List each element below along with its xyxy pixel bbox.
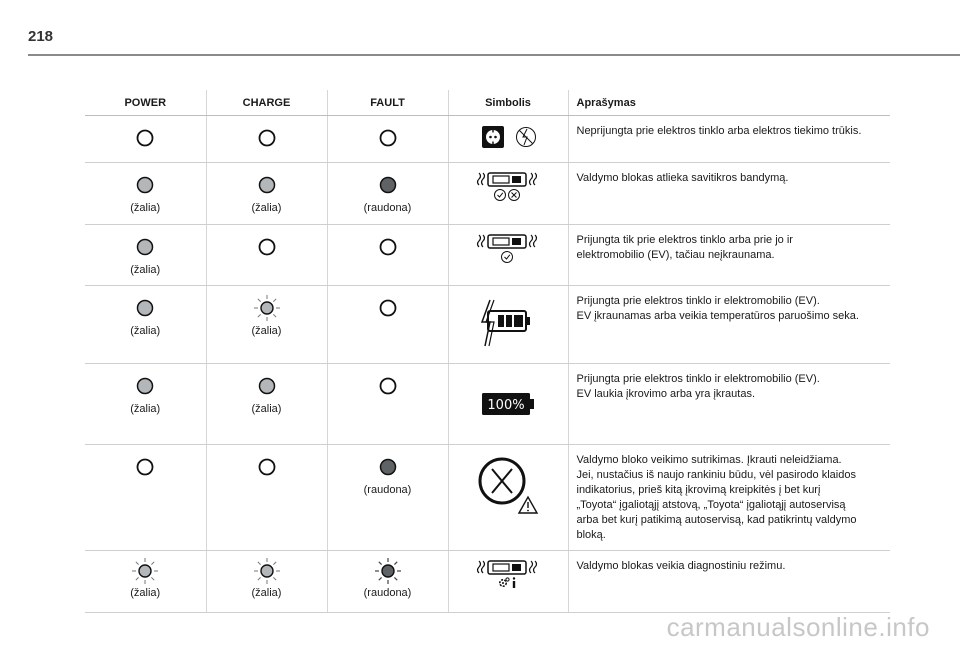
- lamp-color-label: (žalia): [251, 587, 282, 599]
- header-fault: FAULT: [327, 90, 448, 116]
- lamp-color-label: (žalia): [130, 403, 161, 415]
- fault-lamp-off-icon: [378, 298, 398, 318]
- page-number: 218: [28, 28, 54, 45]
- symbol-cell: [448, 445, 568, 551]
- description-cell: Valdymo blokas veikia diagnostiniu režimu.: [568, 551, 890, 613]
- symbol-cell: [448, 116, 568, 163]
- power-cell: [85, 364, 206, 445]
- table-row: [85, 286, 890, 364]
- charge-cell: [206, 286, 327, 364]
- description-cell: [568, 445, 890, 551]
- battery-charging-icon: [476, 298, 540, 348]
- charge-lamp-off-icon: [257, 128, 277, 148]
- lamp-color-label: (žalia): [130, 202, 161, 214]
- power-cell: [85, 116, 206, 163]
- power-lamp-blinking-green-icon: [131, 557, 159, 585]
- charge-cell: [206, 445, 327, 551]
- symbol-cell: [448, 163, 568, 225]
- power-lamp-green-icon: [135, 298, 155, 318]
- indicator-status-table: [85, 90, 890, 613]
- lamp-color-label: (raudona): [363, 202, 412, 214]
- power-cell: [85, 445, 206, 551]
- connected-ok-unit-icon: [475, 233, 541, 265]
- charge-cell: [206, 364, 327, 445]
- description-cell: Neprijungta prie elektros tinklo arba elektros tiekimo trūkis.: [568, 116, 890, 163]
- charge-lamp-green-icon: [257, 376, 277, 396]
- lamp-color-label: (žalia): [130, 325, 161, 337]
- battery-percent-text: 100%: [487, 398, 525, 413]
- power-lamp-green-icon: [135, 175, 155, 195]
- description-line: Jei, nustačius iš naujo rankiniu būdu, vėl pasirodo klaidos: [576, 469, 856, 481]
- fault-cell: [327, 286, 448, 364]
- fault-warning-icon: [476, 455, 540, 517]
- power-cell: [85, 225, 206, 286]
- header-power: POWER: [85, 90, 206, 116]
- fault-cell: [327, 163, 448, 225]
- table-row: [85, 445, 890, 551]
- table-header-row: [85, 90, 890, 116]
- charge-lamp-off-icon: [257, 237, 277, 257]
- symbol-cell: [448, 551, 568, 613]
- fault-cell: [327, 551, 448, 613]
- table-row: [85, 116, 890, 163]
- power-lamp-off-icon: [135, 128, 155, 148]
- power-cell: [85, 551, 206, 613]
- description-cell: Valdymo blokas atlieka savitikros bandymą.: [568, 163, 890, 225]
- lamp-color-label: (žalia): [130, 587, 161, 599]
- description-line: EV laukia įkrovimo arba yra įkrautas.: [576, 388, 756, 400]
- fault-lamp-red-icon: [378, 175, 398, 195]
- description-line: „Toyota“ įgaliotąjį atstovą, „Toyota“ įgaliotąjį autoservisą: [576, 499, 846, 511]
- description-line: indikatorius, prieš kitą įkrovimą kreipkitės į bet kurį: [576, 484, 821, 496]
- power-cell: [85, 163, 206, 225]
- description-line: Prijungta tik prie elektros tinklo arba prie jo ir: [576, 234, 793, 246]
- description-line: Valdymo bloko veikimo sutrikimas. Įkrauti neleidžiama.: [576, 454, 842, 466]
- no-power-socket-icon: [476, 124, 540, 150]
- fault-lamp-off-icon: [378, 376, 398, 396]
- header-symbol: Simbolis: [448, 90, 568, 116]
- description-cell: [568, 364, 890, 445]
- table-row: [85, 163, 890, 225]
- lamp-color-label: (žalia): [251, 403, 282, 415]
- fault-cell: [327, 225, 448, 286]
- self-test-unit-icon: [475, 171, 541, 203]
- power-lamp-green-icon: [135, 376, 155, 396]
- header-charge: CHARGE: [206, 90, 327, 116]
- description-line: elektromobilio (EV), tačiau neįkraunama.: [576, 249, 775, 261]
- charge-lamp-blinking-green-icon: [253, 557, 281, 585]
- table-row: [85, 364, 890, 445]
- fault-cell: [327, 116, 448, 163]
- charge-lamp-off-icon: [257, 457, 277, 477]
- charge-cell: [206, 225, 327, 286]
- header-description: Aprašymas: [568, 90, 890, 116]
- description-line: EV įkraunamas arba veikia temperatūros paruošimo seka.: [576, 310, 859, 322]
- symbol-cell: [448, 225, 568, 286]
- fault-lamp-off-icon: [378, 237, 398, 257]
- description-cell: [568, 225, 890, 286]
- fault-cell: [327, 364, 448, 445]
- lamp-color-label: (raudona): [363, 587, 412, 599]
- lamp-color-label: (žalia): [130, 264, 161, 276]
- description-line: Prijungta prie elektros tinklo ir elektromobilio (EV).: [576, 373, 820, 385]
- fault-lamp-blinking-red-icon: [374, 557, 402, 585]
- lamp-color-label: (žalia): [251, 325, 282, 337]
- header-divider: [28, 54, 960, 56]
- charge-cell: [206, 551, 327, 613]
- charge-cell: [206, 163, 327, 225]
- lamp-color-label: (raudona): [363, 484, 412, 496]
- fault-lamp-off-icon: [378, 128, 398, 148]
- watermark: carmanualsonline.info: [666, 612, 930, 642]
- description-line: Prijungta prie elektros tinklo ir elektromobilio (EV).: [576, 295, 820, 307]
- power-lamp-off-icon: [135, 457, 155, 477]
- description-cell: [568, 286, 890, 364]
- power-cell: [85, 286, 206, 364]
- charge-lamp-green-icon: [257, 175, 277, 195]
- lamp-color-label: (žalia): [251, 202, 282, 214]
- description-line: arba bet kurį patikimą autoservisą, kad patikrintų valdymo: [576, 514, 857, 526]
- charge-lamp-blinking-green-icon: [253, 294, 281, 322]
- fault-cell: [327, 445, 448, 551]
- diagnostic-unit-icon: [475, 559, 541, 591]
- power-lamp-green-icon: [135, 237, 155, 257]
- description-line: bloką.: [576, 529, 606, 541]
- symbol-cell: [448, 286, 568, 364]
- table-row: [85, 225, 890, 286]
- charge-cell: [206, 116, 327, 163]
- table-row: [85, 551, 890, 613]
- battery-full-icon: [478, 392, 538, 416]
- fault-lamp-red-icon: [378, 457, 398, 477]
- symbol-cell: [448, 364, 568, 445]
